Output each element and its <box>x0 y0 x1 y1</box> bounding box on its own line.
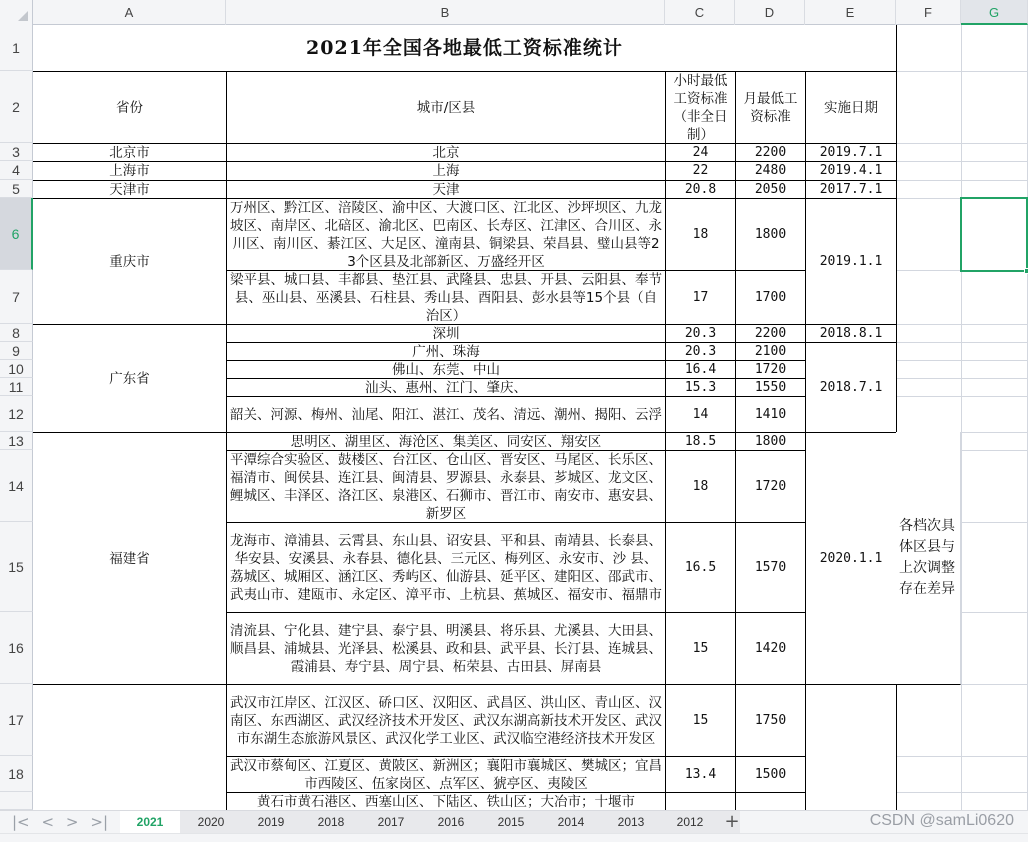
gridline <box>896 360 1028 361</box>
column-header-f[interactable]: F <box>896 0 961 25</box>
tab-2013[interactable]: 2013 <box>617 815 645 829</box>
gridline <box>961 450 1028 451</box>
cell-date[interactable]: 2019.1.1 <box>805 198 897 325</box>
header-hourly-wage[interactable]: 小时最低工资标准（非全日制） <box>665 71 736 144</box>
tab-2015[interactable]: 2015 <box>497 815 525 829</box>
cell-monthly[interactable]: 2200 <box>735 143 806 162</box>
row-header-18[interactable]: 18 <box>0 756 33 792</box>
gridline <box>896 71 1028 72</box>
row-header-15[interactable]: 15 <box>0 522 33 612</box>
row-header-6[interactable]: 6 <box>0 198 33 270</box>
tab-navigation <box>0 811 120 833</box>
gridline <box>896 324 1028 325</box>
cell-date[interactable]: 2019.4.1 <box>805 161 897 181</box>
tab-2017[interactable]: 2017 <box>377 815 405 829</box>
cell-city[interactable]: 上海 <box>226 161 666 181</box>
row-header-3[interactable]: 3 <box>0 143 33 161</box>
gridline <box>961 522 1028 523</box>
row-header-11[interactable]: 11 <box>0 378 33 396</box>
row-header-4[interactable]: 4 <box>0 161 33 180</box>
column-header-d[interactable]: D <box>735 0 805 25</box>
cell-hourly[interactable]: 13.4 <box>665 756 736 793</box>
cell-hourly[interactable]: 18 <box>665 450 736 523</box>
next-sheet-icon[interactable]: > <box>65 813 79 831</box>
select-all-corner[interactable] <box>0 0 33 25</box>
cell-province[interactable]: 天津市 <box>33 180 227 199</box>
cell-province[interactable]: 上海市 <box>33 161 227 181</box>
column-header-a[interactable]: A <box>33 0 226 25</box>
cell-date[interactable]: 2018.7.1 <box>805 342 897 433</box>
tab-2021[interactable]: 2021 <box>120 811 180 833</box>
cell-note[interactable]: 各档次具体区县与上次调整存在差异 <box>896 432 961 685</box>
tab-2012[interactable]: 2012 <box>676 815 704 829</box>
cell-monthly[interactable]: 1720 <box>735 450 806 523</box>
cell-hourly[interactable]: 18 <box>665 198 736 271</box>
cell-province[interactable]: 广东省 <box>33 324 227 433</box>
cell-hourly[interactable]: 17 <box>665 270 736 325</box>
row-header-1[interactable]: 1 <box>0 25 33 71</box>
gridline <box>896 180 1028 181</box>
row-header-13[interactable]: 13 <box>0 432 33 450</box>
cell-hourly[interactable] <box>665 792 736 810</box>
cell-monthly[interactable]: 1500 <box>735 756 806 793</box>
cell-hourly[interactable]: 16.4 <box>665 360 736 379</box>
cell-hourly[interactable]: 20.3 <box>665 342 736 361</box>
cell-monthly[interactable]: 2050 <box>735 180 806 199</box>
cell-city[interactable]: 平潭综合实验区、鼓楼区、台江区、仓山区、晋安区、马尾区、长乐区、福清市、闽侯县、连江县、闽清县、罗源县、永泰县、芗城区、龙文区、鲤城区、丰泽区、洛江区、泉港区、石狮市、晋江市、南安市、惠安县、新罗区 <box>226 450 666 523</box>
cell-hourly[interactable]: 20.3 <box>665 324 736 343</box>
tab-2014[interactable]: 2014 <box>557 815 585 829</box>
cell-city[interactable]: 武汉市蔡甸区、江夏区、黄陂区、新洲区；襄阳市襄城区、樊城区；宜昌市西陵区、伍家岗区、点军区、猇亭区、夷陵区 <box>226 756 666 793</box>
row-header-9[interactable]: 9 <box>0 342 33 360</box>
column-header-c[interactable]: C <box>665 0 735 25</box>
header-province[interactable]: 省份 <box>33 71 227 144</box>
fill-handle[interactable] <box>1024 268 1028 274</box>
gridline <box>896 143 1028 144</box>
cell-city[interactable]: 清流县、宁化县、建宁县、泰宁县、明溪县、将乐县、尤溪县、大田县、顺昌县、浦城县、光泽县、松溪县、政和县、武平县、长汀县、连城县、霞浦县、寿宁县、周宁县、柘荣县、古田县、屏南县 <box>226 612 666 685</box>
cell-hourly[interactable]: 22 <box>665 161 736 181</box>
cell-monthly[interactable]: 1750 <box>735 684 806 757</box>
cell-hourly[interactable]: 20.8 <box>665 180 736 199</box>
cell-monthly[interactable]: 1410 <box>735 396 806 433</box>
header-effective-date[interactable]: 实施日期 <box>805 71 897 144</box>
row-header-16[interactable]: 16 <box>0 612 33 684</box>
cell-monthly[interactable]: 1550 <box>735 378 806 397</box>
add-sheet-button[interactable]: + <box>724 811 740 832</box>
cell-hourly[interactable]: 16.5 <box>665 522 736 613</box>
status-bar <box>0 833 1028 842</box>
selected-cell-g6[interactable] <box>960 197 1028 272</box>
first-sheet-icon[interactable]: |< <box>11 813 30 831</box>
cell-city[interactable]: 韶关、河源、梅州、汕尾、阳江、湛江、茂名、清远、潮州、揭阳、云浮 <box>226 396 666 433</box>
cell-monthly[interactable]: 1800 <box>735 198 806 271</box>
sheet-title[interactable]: 2021年全国各地最低工资标准统计 <box>33 25 897 72</box>
cell-monthly[interactable]: 2200 <box>735 324 806 343</box>
cell-city[interactable]: 广州、珠海 <box>226 342 666 361</box>
sheet-tab-bar <box>0 810 1028 833</box>
cell-monthly[interactable]: 1570 <box>735 522 806 613</box>
cell-city[interactable]: 深圳 <box>226 324 666 343</box>
cell-province[interactable] <box>33 684 227 810</box>
column-header-g[interactable]: G <box>961 0 1028 25</box>
cell-monthly[interactable]: 1800 <box>735 432 806 451</box>
cell-hourly[interactable]: 15 <box>665 684 736 757</box>
row-header-2[interactable]: 2 <box>0 71 33 143</box>
cell-city[interactable]: 梁平县、城口县、丰都县、垫江县、武隆县、忠县、开县、云阳县、奉节县、巫山县、巫溪县、石柱县、秀山县、酉阳县、彭水县等15个县（自治区） <box>226 270 666 325</box>
cell-province[interactable]: 福建省 <box>33 432 227 685</box>
cell-monthly[interactable]: 1700 <box>735 270 806 325</box>
column-header-e[interactable]: E <box>805 0 896 25</box>
row-header-8[interactable]: 8 <box>0 324 33 342</box>
tab-2018[interactable]: 2018 <box>317 815 345 829</box>
cell-city[interactable]: 龙海市、漳浦县、云霄县、东山县、诏安县、平和县、南靖县、长泰县、华安县、安溪县、永春县、德化县、三元区、梅列区、永安市、沙 县、荔城区、城厢区、涵江区、秀屿区、仙游县、延平区、建阳区、邵武市、武夷山市、建瓯市、永定区、漳平市、上杭县、蕉城区、福安市、福鼎市 <box>226 522 666 613</box>
cell-city[interactable]: 黄石市黄石港区、西塞山区、下陆区、铁山区；大冶市；十堰市 <box>226 792 666 810</box>
cell-city[interactable]: 汕头、惠州、江门、肇庆、 <box>226 378 666 397</box>
header-monthly-wage[interactable]: 月最低工资标准 <box>735 71 806 144</box>
cell-city[interactable]: 天津 <box>226 180 666 199</box>
gridline <box>896 161 1028 162</box>
header-city[interactable]: 城市/区县 <box>226 71 666 144</box>
row-header-17[interactable]: 17 <box>0 684 33 756</box>
cell-hourly[interactable]: 18.5 <box>665 432 736 451</box>
cell-date[interactable] <box>805 684 897 810</box>
cell-province[interactable]: 重庆市 <box>33 198 227 325</box>
tab-2019[interactable]: 2019 <box>257 815 285 829</box>
row-header-10[interactable]: 10 <box>0 360 33 378</box>
cell-city[interactable]: 万州区、黔江区、涪陵区、渝中区、大渡口区、江北区、沙坪坝区、九龙坡区、南岸区、北碚区、渝北区、巴南区、长寿区、江津区、合川区、永川区、南川区、綦江区、大足区、潼南县、铜梁县、荣昌县、璧山县等23个区县及北部新区、万盛经开区 <box>226 198 666 271</box>
last-sheet-icon[interactable]: >| <box>90 813 109 831</box>
cell-hourly[interactable]: 15 <box>665 612 736 685</box>
cell-monthly[interactable]: 2100 <box>735 342 806 361</box>
cell-city[interactable]: 佛山、东莞、中山 <box>226 360 666 379</box>
cell-province[interactable]: 北京市 <box>33 143 227 162</box>
select-all-triangle-icon <box>18 11 28 21</box>
cell-hourly[interactable]: 14 <box>665 396 736 433</box>
row-header-7[interactable]: 7 <box>0 270 33 324</box>
cell-city[interactable]: 思明区、湖里区、海沧区、集美区、同安区、翔安区 <box>226 432 666 451</box>
gridline <box>961 612 1028 613</box>
gridline <box>896 792 1028 793</box>
cell-hourly[interactable]: 24 <box>665 143 736 162</box>
gridline <box>896 378 1028 379</box>
cell-monthly[interactable]: 1420 <box>735 612 806 685</box>
cell-hourly[interactable]: 15.3 <box>665 378 736 397</box>
row-header-14[interactable]: 14 <box>0 450 33 522</box>
watermark: CSDN @samLi0620 <box>869 812 1014 829</box>
tab-2020[interactable]: 2020 <box>197 815 225 829</box>
row-header-19[interactable] <box>0 792 33 810</box>
gridline <box>896 342 1028 343</box>
cell-date[interactable]: 2019.7.1 <box>805 143 897 162</box>
cell-monthly[interactable] <box>735 792 806 810</box>
prev-sheet-icon[interactable]: < <box>41 813 55 831</box>
row-header-5[interactable]: 5 <box>0 180 33 198</box>
cell-monthly[interactable]: 1720 <box>735 360 806 379</box>
column-header-b[interactable]: B <box>226 0 665 25</box>
cell-date[interactable]: 2020.1.1 <box>805 432 897 685</box>
cell-date[interactable]: 2017.7.1 <box>805 180 897 199</box>
gridline <box>896 756 1028 757</box>
gridline <box>896 396 1028 397</box>
tab-2016[interactable]: 2016 <box>437 815 465 829</box>
cell-city[interactable]: 北京 <box>226 143 666 162</box>
cell-date[interactable]: 2018.8.1 <box>805 324 897 343</box>
row-header-12[interactable]: 12 <box>0 396 33 432</box>
cell-monthly[interactable]: 2480 <box>735 161 806 181</box>
cell-city[interactable]: 武汉市江岸区、江汉区、硚口区、汉阳区、武昌区、洪山区、青山区、汉南区、东西湖区、武汉经济技术开发区、武汉东湖高新技术开发区、武汉市东湖生态旅游风景区、武汉化学工业区、武汉临空港经济技术开发区 <box>226 684 666 757</box>
